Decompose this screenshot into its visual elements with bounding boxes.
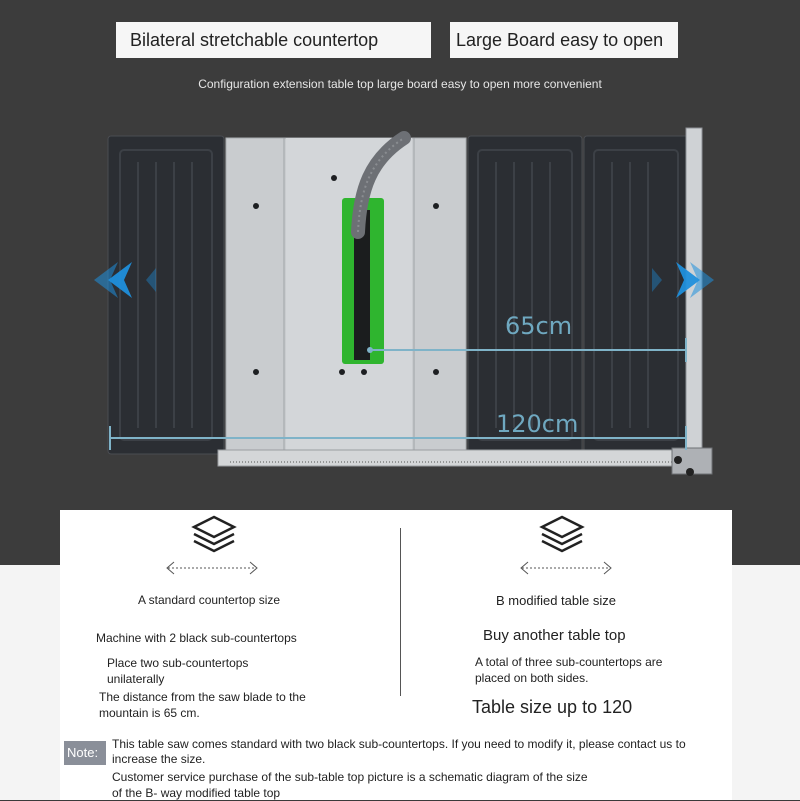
left-column-line3b: mountain is 65 cm. — [99, 706, 200, 720]
left-column-line2a: Place two sub-countertops — [107, 656, 249, 670]
column-divider — [400, 528, 401, 696]
left-column-line3a: The distance from the saw blade to the — [99, 690, 306, 704]
left-column-title: A standard countertop size — [138, 593, 281, 607]
left-extension-panel — [108, 136, 224, 454]
note-line2: increase the size. — [112, 752, 206, 766]
note-label: Note: — [64, 741, 106, 765]
note-line1: This table saw comes standard with two black sub-countertops. If you need to modify it, please contact us to — [112, 737, 686, 751]
left-column-line1: Machine with 2 black sub-countertops — [96, 631, 297, 645]
right-column-line1: Buy another table top — [483, 627, 626, 644]
header-right-title: Large Board easy to open — [450, 22, 678, 58]
header-left-title: Bilateral stretchable countertop — [116, 22, 431, 58]
right-column-line2a: A total of three sub-countertops are — [475, 655, 663, 669]
dimension-label-120: 120cm — [496, 410, 579, 438]
right-column-line3: Table size up to 120 — [472, 697, 633, 717]
layers-icon — [190, 515, 238, 555]
dimension-label-65: 65cm — [505, 312, 573, 340]
layers-icon — [538, 515, 586, 555]
right-column-title: B modified table size — [496, 593, 616, 608]
note-line3: Customer service purchase of the sub-table top picture is a schematic diagram of the size — [112, 770, 588, 784]
left-column-line2b: unilaterally — [107, 672, 165, 686]
note-line4: of the B- way modified table top — [112, 786, 281, 800]
right-extension-panel-2 — [584, 136, 688, 454]
fence-rail — [218, 450, 688, 466]
right-extension-panel-1 — [468, 136, 582, 454]
header-subtitle: Configuration extension table top large board easy to open more convenient — [198, 77, 602, 91]
right-column-line2b: placed on both sides. — [475, 671, 589, 685]
double-arrow-icon — [518, 561, 614, 575]
double-arrow-icon — [164, 561, 260, 575]
